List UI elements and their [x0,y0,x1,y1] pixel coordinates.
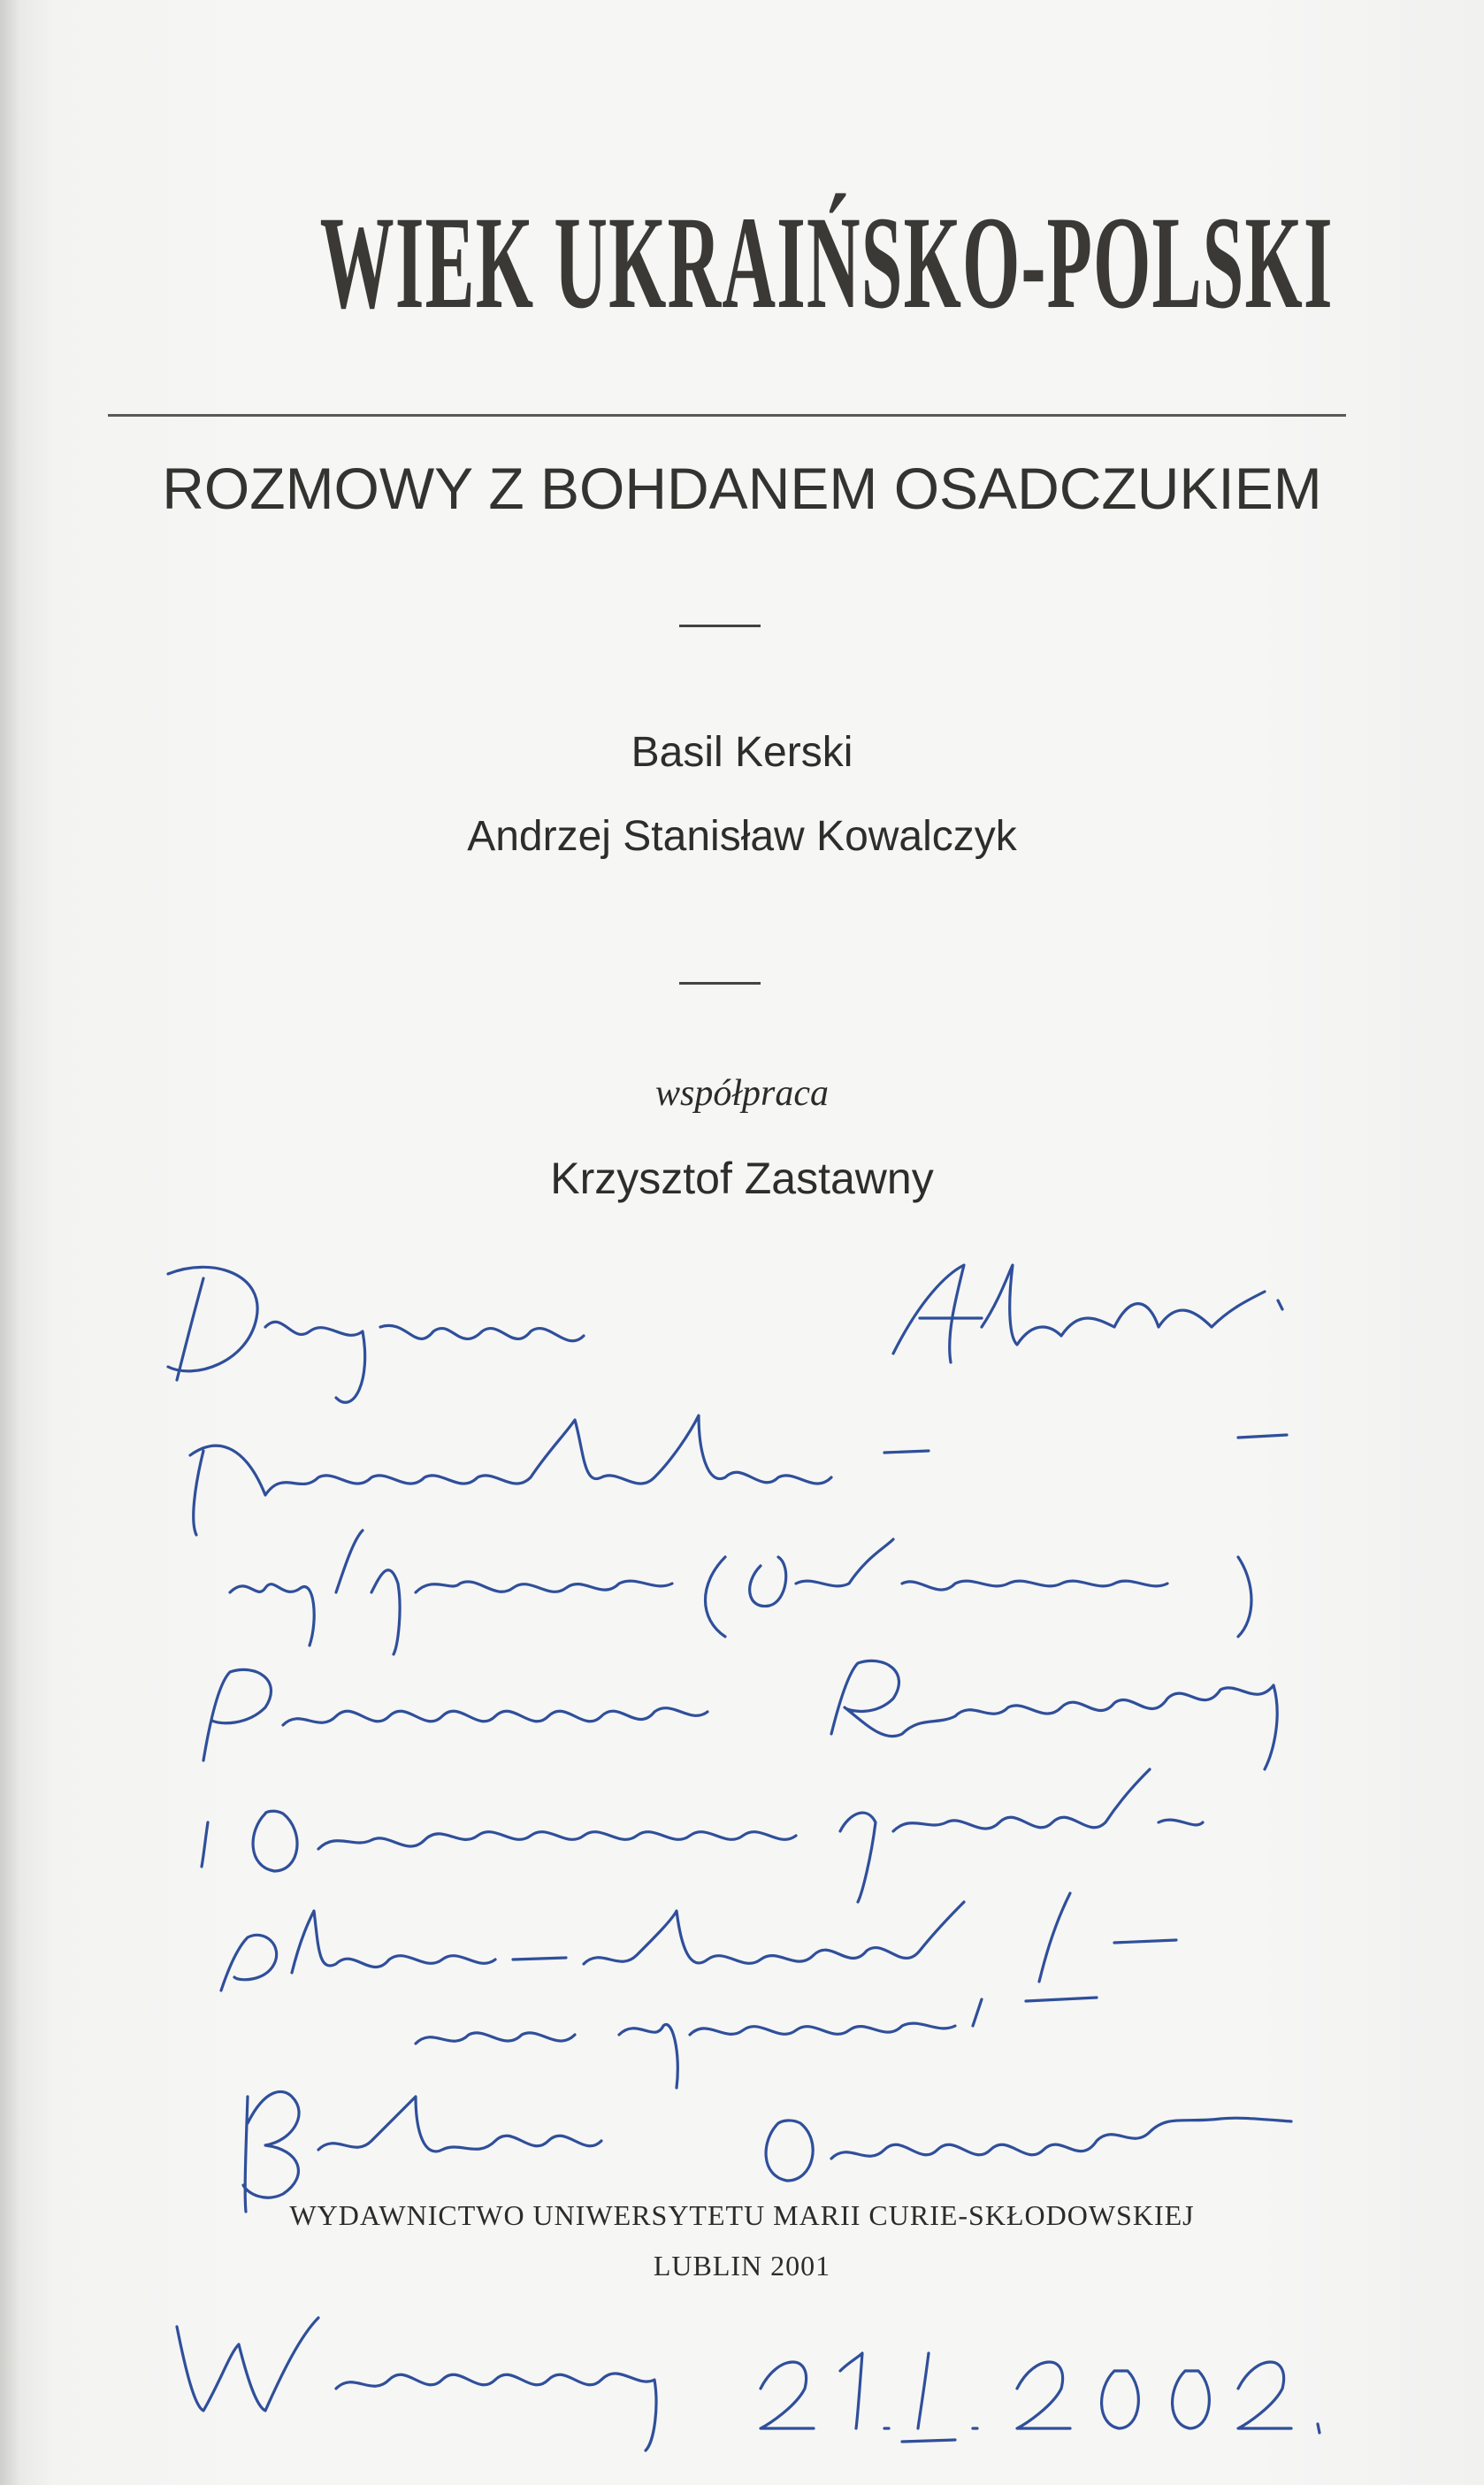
collaborator-name: Krzysztof Zastawny [550,1154,934,1203]
collaboration-label: współpraca [654,1073,829,1114]
publication-place-year: LUBLIN 2001 [653,2250,831,2282]
title-divider [108,414,1346,417]
inscription-line-7 [416,1998,1097,2088]
inscription-line-1 [168,1267,584,1402]
author-1: Basil Kerski [631,729,853,776]
book-subtitle: ROZMOWY Z BOHDANEM OSADCZUKIEM [162,456,1322,521]
inscription-line-4 [203,1661,1277,1769]
book-title: WIEK UKRAIŃSKO-POLSKI [319,189,1334,336]
inscription-line-2 [190,1415,1287,1535]
inscription-line-6 [221,1893,1176,1990]
separator-dash-2 [679,982,761,985]
inscription-date-line [177,2318,1320,2450]
page-edge-shadow [0,0,19,2485]
inscription-line-3 [230,1530,1251,1654]
author-2: Andrzej Stanisław Kowalczyk [467,813,1017,860]
separator-dash-1 [679,625,761,627]
inscription-signature [243,2091,1291,2212]
publisher-name: WYDAWNICTWO UNIWERSYTETU MARII CURIE-SKŁODOWSKIEJ [289,2199,1195,2231]
inscription-line-5 [202,1769,1203,1902]
inscription-line-1b [893,1265,1282,1362]
